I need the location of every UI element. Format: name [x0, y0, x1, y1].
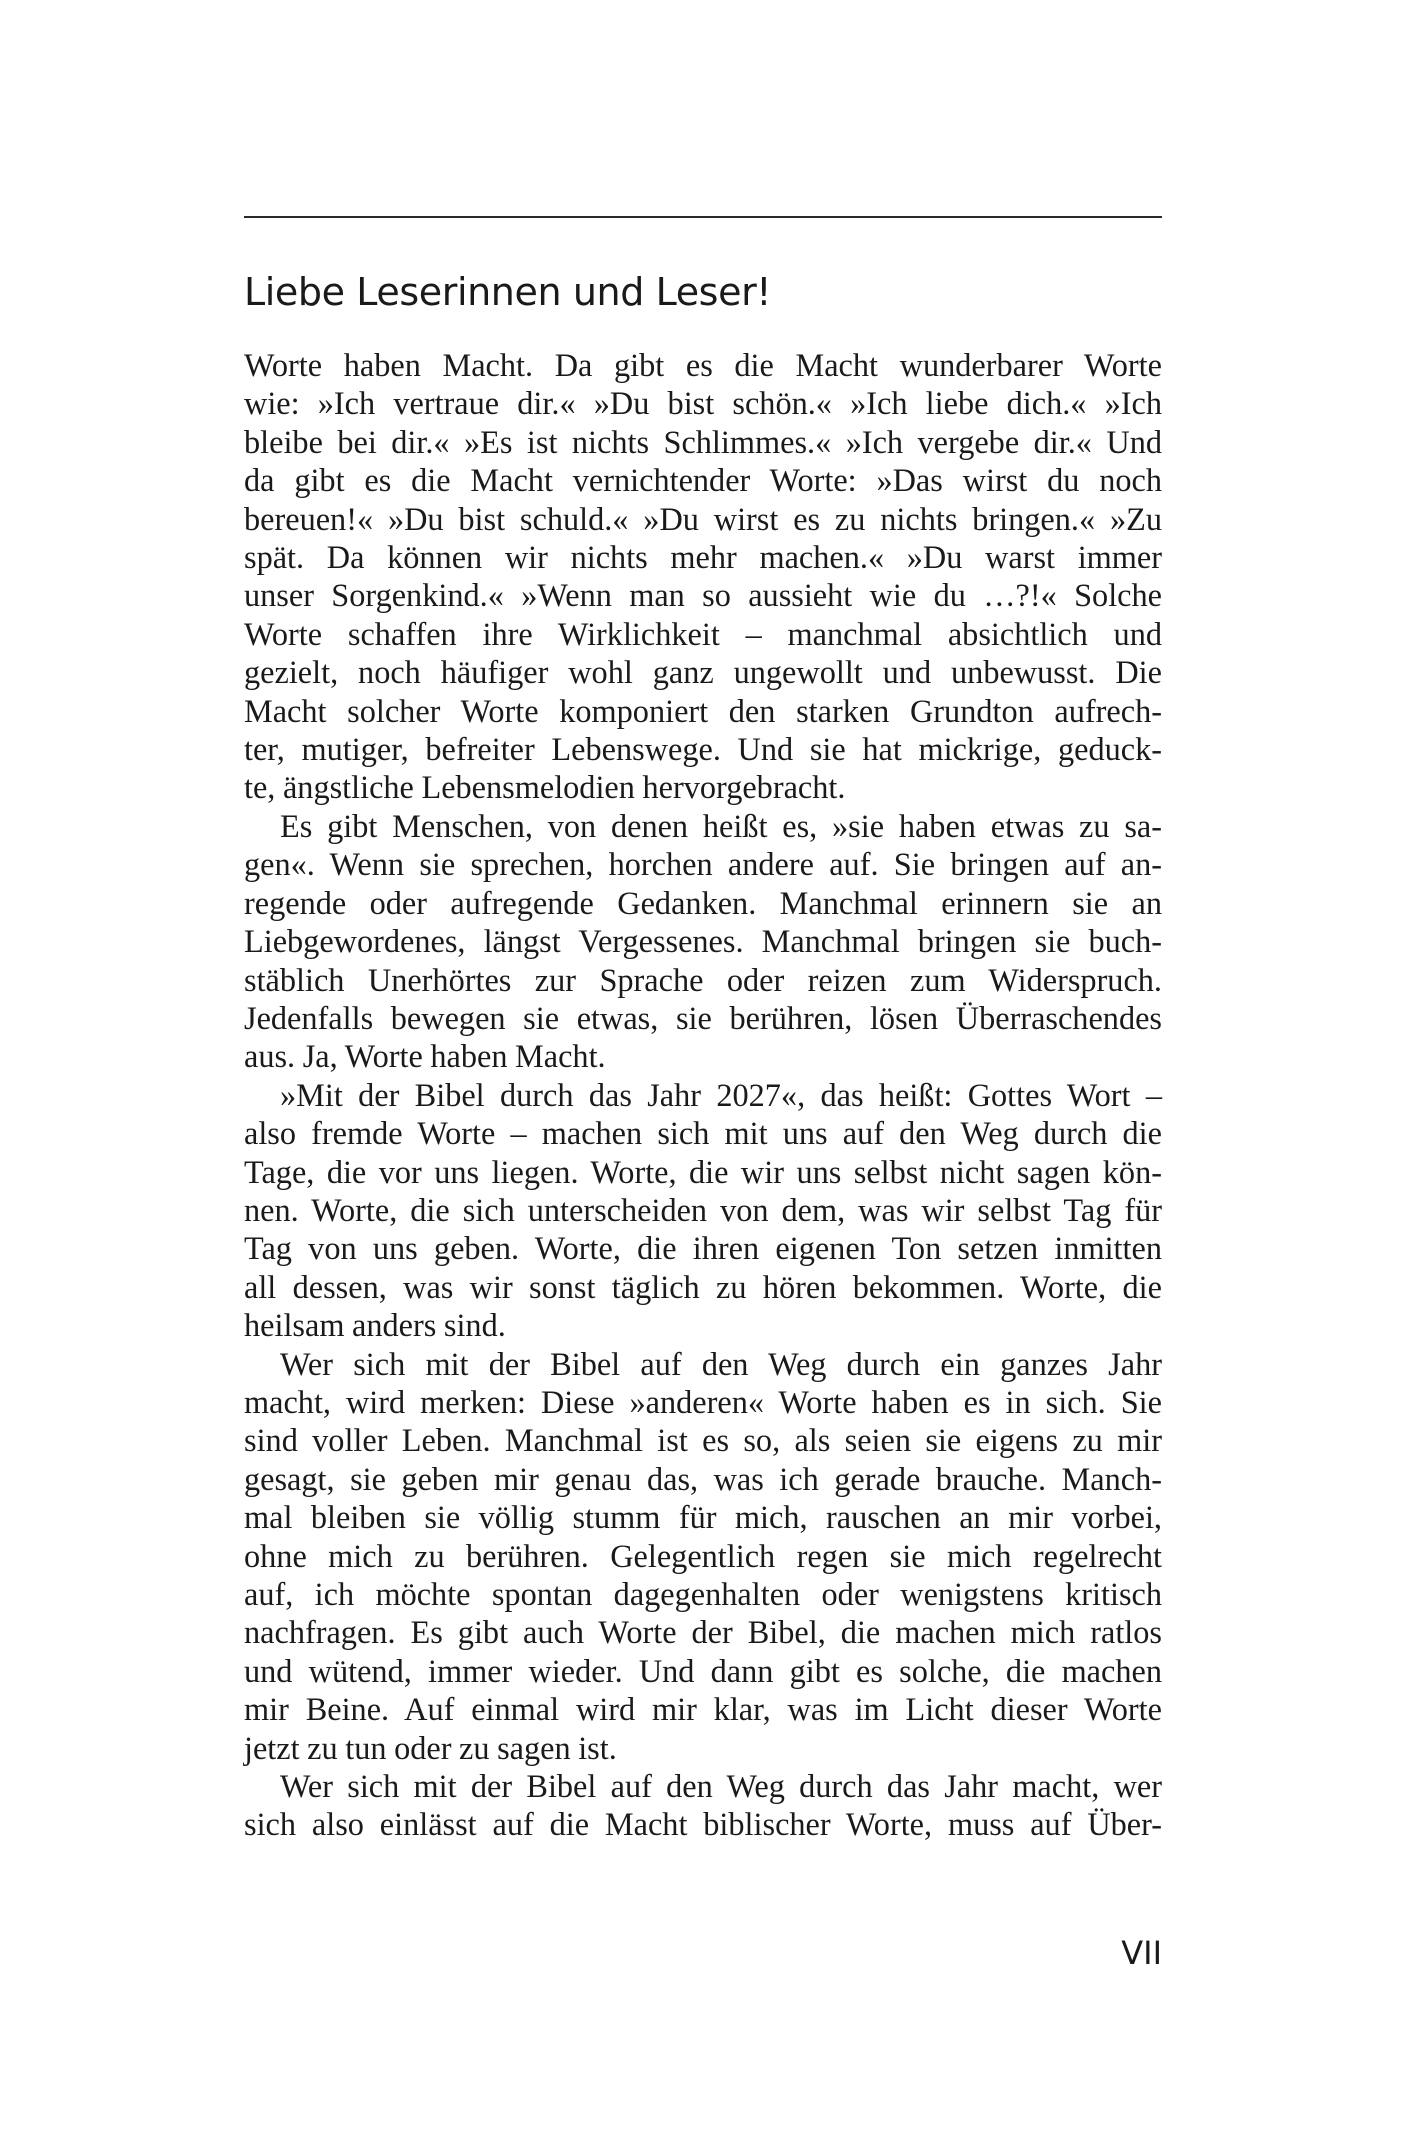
text-line: Tag von uns geben. Worte, die ihren eigenen Ton setzen inmitten	[244, 1230, 1162, 1267]
text-line: sich also einlässt auf die Macht biblischer Worte, muss auf Über-	[244, 1806, 1162, 1843]
paragraph-4	[244, 1345, 1162, 1767]
text-line: Wer sich mit der Bibel auf den Weg durch ein ganzes Jahr	[280, 1345, 1162, 1382]
text-line: Worte haben Macht. Da gibt es die Macht wunderbarer Worte	[244, 347, 1162, 383]
text-line: und wütend, immer wieder. Und dann gibt es solche, die machen	[244, 1652, 1162, 1689]
text-line: mal bleiben sie völlig stumm für mich, rauschen an mir vorbei,	[244, 1499, 1162, 1536]
text-line: nachfragen. Es gibt auch Worte der Bibel, die machen mich ratlos	[244, 1614, 1162, 1651]
text-line: ohne mich zu berühren. Gelegentlich regen sie mich regelrecht	[244, 1537, 1162, 1574]
text-line: da gibt es die Macht vernichtender Worte: »Das wirst du noch	[244, 462, 1162, 499]
text-line: auf, ich möchte spontan dagegenhalten oder wenigstens kritisch	[244, 1576, 1162, 1612]
text-line: aus. Ja, Worte haben Macht.	[244, 1038, 606, 1075]
body-text	[244, 346, 1162, 1844]
paragraph-2	[244, 807, 1162, 1076]
text-line: macht, wird merken: Diese »anderen« Worte haben es in sich. Sie	[244, 1383, 1162, 1420]
text-line: te, ängstliche Lebensmelodien hervorgebracht.	[244, 769, 846, 806]
paragraph-1	[244, 346, 1162, 807]
text-line: unser Sorgenkind.« »Wenn man so aussieht wie du …?!« Solche	[244, 577, 1162, 614]
text-line: jetzt zu tun oder zu sagen ist.	[244, 1729, 617, 1766]
text-line: Liebgewordenes, längst Vergessenes. Manchmal bringen sie buch-	[244, 923, 1162, 960]
top-rule-divider	[244, 216, 1162, 218]
text-line: bereuen!« »Du bist schuld.« »Du wirst es zu nichts bringen.« »Zu	[244, 500, 1162, 537]
page-heading: Liebe Leserinnen und Leser!	[244, 270, 772, 314]
text-line: regende oder aufregende Gedanken. Manchmal erinnern sie an	[244, 884, 1162, 921]
text-line: gesagt, sie geben mir genau das, was ich gerade brauche. Manch-	[244, 1460, 1162, 1497]
text-line: Macht solcher Worte komponiert den starken Grundton aufrech-	[244, 692, 1162, 729]
text-line: gezielt, noch häufiger wohl ganz ungewollt und unbewusst. Die	[244, 654, 1162, 691]
text-line: all dessen, was wir sonst täglich zu hören bekommen. Worte, die	[244, 1268, 1162, 1305]
page-number: VII	[1121, 1934, 1162, 1972]
text-line: »Mit der Bibel durch das Jahr 2027«, das heißt: Gottes Wort –	[280, 1076, 1162, 1113]
text-line: Es gibt Menschen, von denen heißt es, »sie haben etwas zu sa-	[280, 807, 1162, 844]
paragraph-5	[244, 1767, 1162, 1844]
text-line: Tage, die vor uns liegen. Worte, die wir uns selbst nicht sagen kön-	[244, 1153, 1162, 1190]
text-line: heilsam anders sind.	[244, 1307, 506, 1344]
text-line: ter, mutiger, befreiter Lebenswege. Und sie hat mickrige, geduck-	[244, 731, 1162, 768]
text-line: spät. Da können wir nichts mehr machen.« »Du warst immer	[244, 539, 1162, 576]
text-line: gen«. Wenn sie sprechen, horchen andere auf. Sie bringen auf an-	[244, 846, 1162, 883]
text-line: Jedenfalls bewegen sie etwas, sie berühren, lösen Überraschendes	[244, 999, 1162, 1036]
text-line: mir Beine. Auf einmal wird mir klar, was im Licht dieser Worte	[244, 1691, 1162, 1728]
text-line: also fremde Worte – machen sich mit uns auf den Weg durch die	[244, 1115, 1162, 1152]
text-line: nen. Worte, die sich unterscheiden von dem, was wir selbst Tag für	[244, 1191, 1162, 1228]
text-line: Wer sich mit der Bibel auf den Weg durch das Jahr macht, wer	[280, 1768, 1162, 1805]
text-line: Worte schaffen ihre Wirklichkeit – manchmal absichtlich und	[244, 615, 1162, 652]
text-line: wie: »Ich vertraue dir.« »Du bist schön.« »Ich liebe dich.« »Ich	[244, 385, 1162, 422]
text-line: bleibe bei dir.« »Es ist nichts Schlimmes.« »Ich vergebe dir.« Und	[244, 423, 1162, 460]
paragraph-3	[244, 1076, 1162, 1345]
text-line: sind voller Leben. Manchmal ist es so, als seien sie eigens zu mir	[244, 1422, 1162, 1459]
text-line: stäblich Unerhörtes zur Sprache oder reizen zum Widerspruch.	[244, 961, 1162, 998]
